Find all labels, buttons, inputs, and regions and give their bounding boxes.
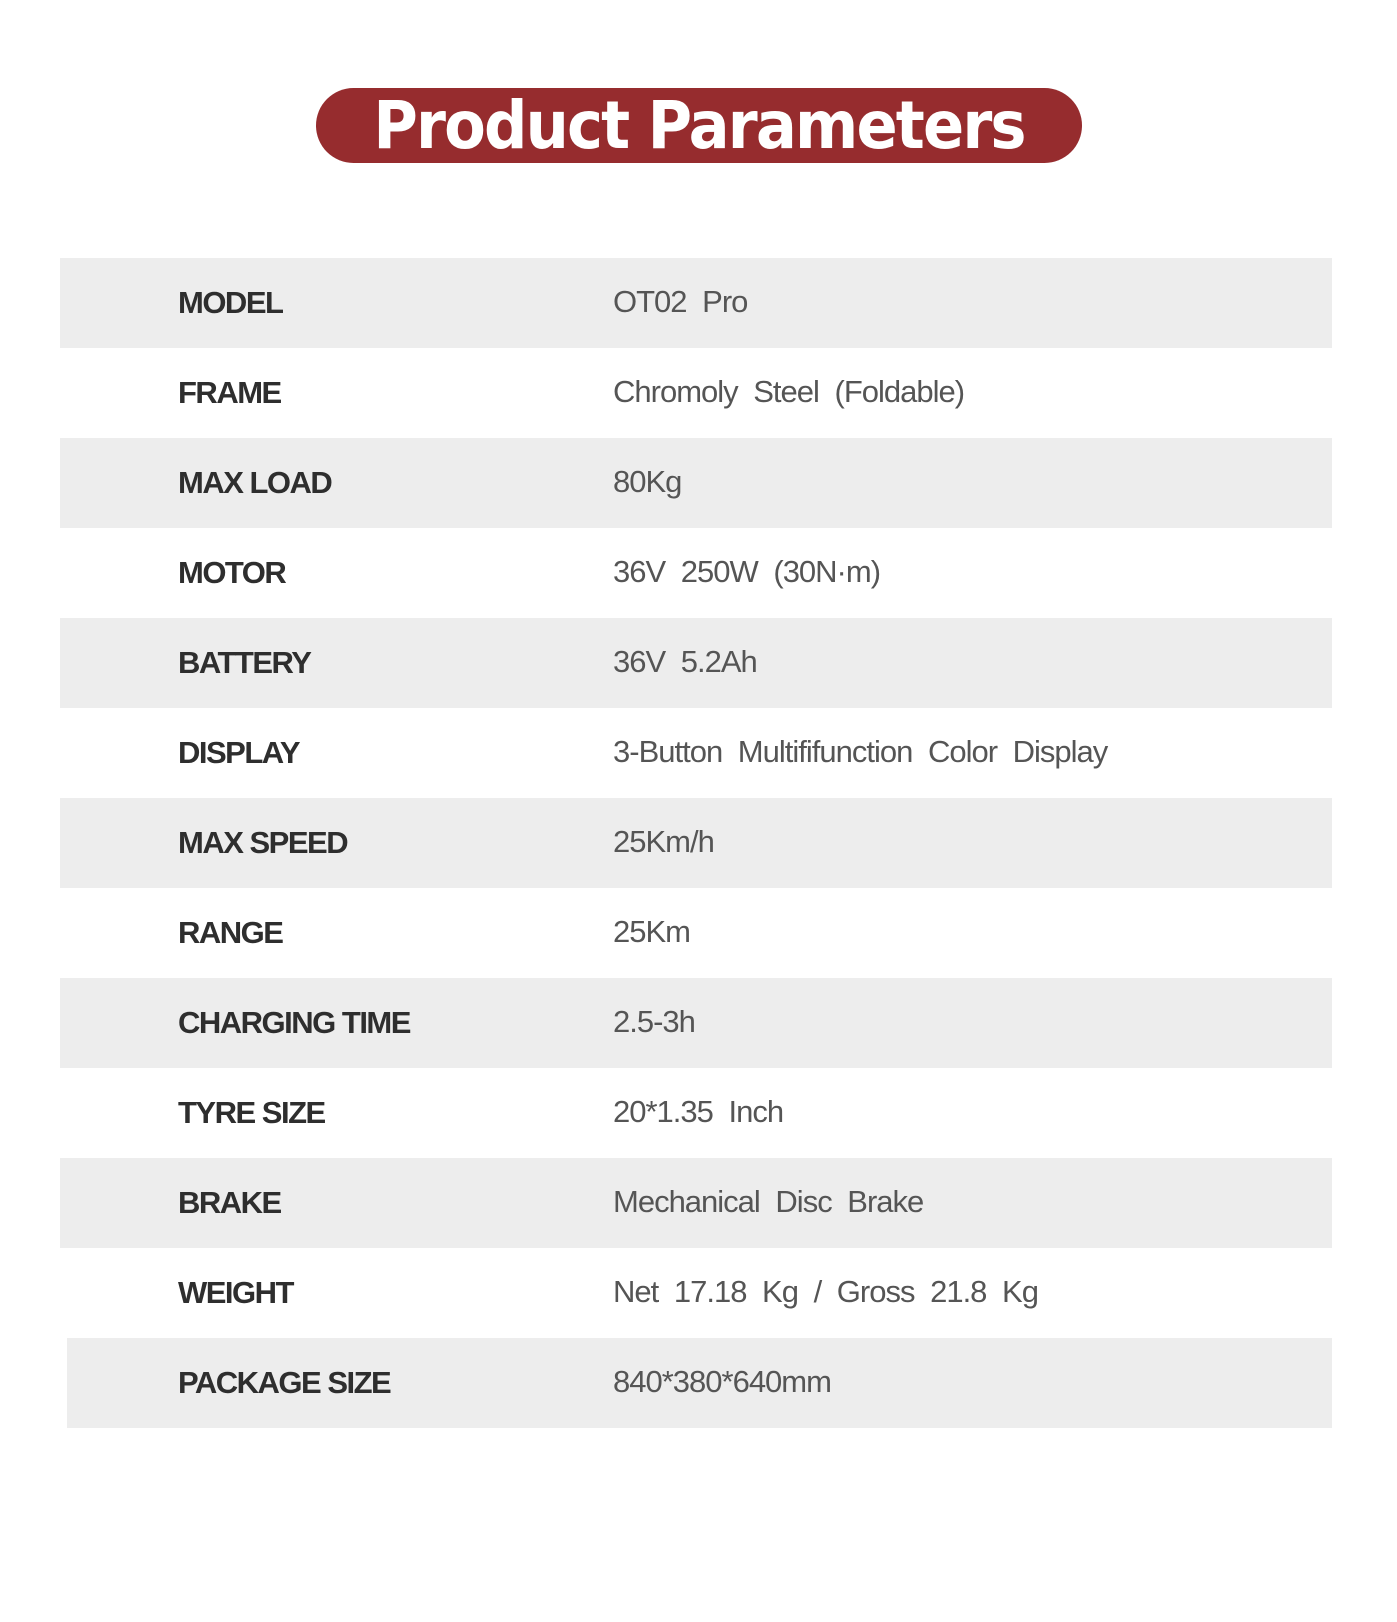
spec-label: FRAME bbox=[178, 375, 281, 410]
spec-table bbox=[60, 258, 1332, 1428]
spec-label: TYRE SIZE bbox=[178, 1095, 325, 1130]
spec-value: 2.5-3h bbox=[613, 1004, 695, 1039]
spec-value: 3-Button Multififunction Color Display bbox=[613, 734, 1108, 769]
spec-row-charging-time bbox=[60, 978, 1332, 1068]
spec-value: 36V 250W (30N·m) bbox=[613, 554, 881, 589]
spec-value: 36V 5.2Ah bbox=[613, 644, 757, 679]
spec-label: MODEL bbox=[178, 285, 283, 320]
spec-value: 25Km/h bbox=[613, 824, 714, 859]
spec-row-brake bbox=[60, 1158, 1332, 1248]
spec-value: OT02 Pro bbox=[613, 284, 748, 319]
spec-label: PACKAGE SIZE bbox=[178, 1365, 391, 1400]
spec-row-range bbox=[60, 888, 1332, 978]
spec-row-display bbox=[60, 708, 1332, 798]
spec-value: 80Kg bbox=[613, 464, 682, 499]
spec-row-model bbox=[60, 258, 1332, 348]
spec-row-weight bbox=[60, 1248, 1332, 1338]
spec-value: 840*380*640mm bbox=[613, 1364, 831, 1399]
spec-value: 20*1.35 Inch bbox=[613, 1094, 784, 1129]
spec-label: MAX SPEED bbox=[178, 825, 348, 860]
spec-row-battery bbox=[60, 618, 1332, 708]
spec-row-motor bbox=[60, 528, 1332, 618]
title-banner bbox=[316, 88, 1082, 163]
spec-label: MAX LOAD bbox=[178, 465, 332, 500]
page-title: Product Parameters bbox=[373, 86, 1025, 164]
spec-value: Chromoly Steel (Foldable) bbox=[613, 374, 965, 409]
spec-row-package-size bbox=[67, 1338, 1332, 1428]
spec-value: Net 17.18 Kg / Gross 21.8 Kg bbox=[613, 1274, 1038, 1309]
spec-label: CHARGING TIME bbox=[178, 1005, 410, 1040]
spec-label: DISPLAY bbox=[178, 735, 300, 770]
spec-row-frame bbox=[60, 348, 1332, 438]
spec-label: BRAKE bbox=[178, 1185, 281, 1220]
spec-row-max-speed bbox=[60, 798, 1332, 888]
spec-label: RANGE bbox=[178, 915, 283, 950]
spec-value: Mechanical Disc Brake bbox=[613, 1184, 924, 1219]
spec-label: BATTERY bbox=[178, 645, 311, 680]
spec-row-tyre-size bbox=[60, 1068, 1332, 1158]
spec-row-max-load bbox=[60, 438, 1332, 528]
spec-value: 25Km bbox=[613, 914, 690, 949]
spec-label: MOTOR bbox=[178, 555, 286, 590]
spec-label: WEIGHT bbox=[178, 1275, 293, 1310]
